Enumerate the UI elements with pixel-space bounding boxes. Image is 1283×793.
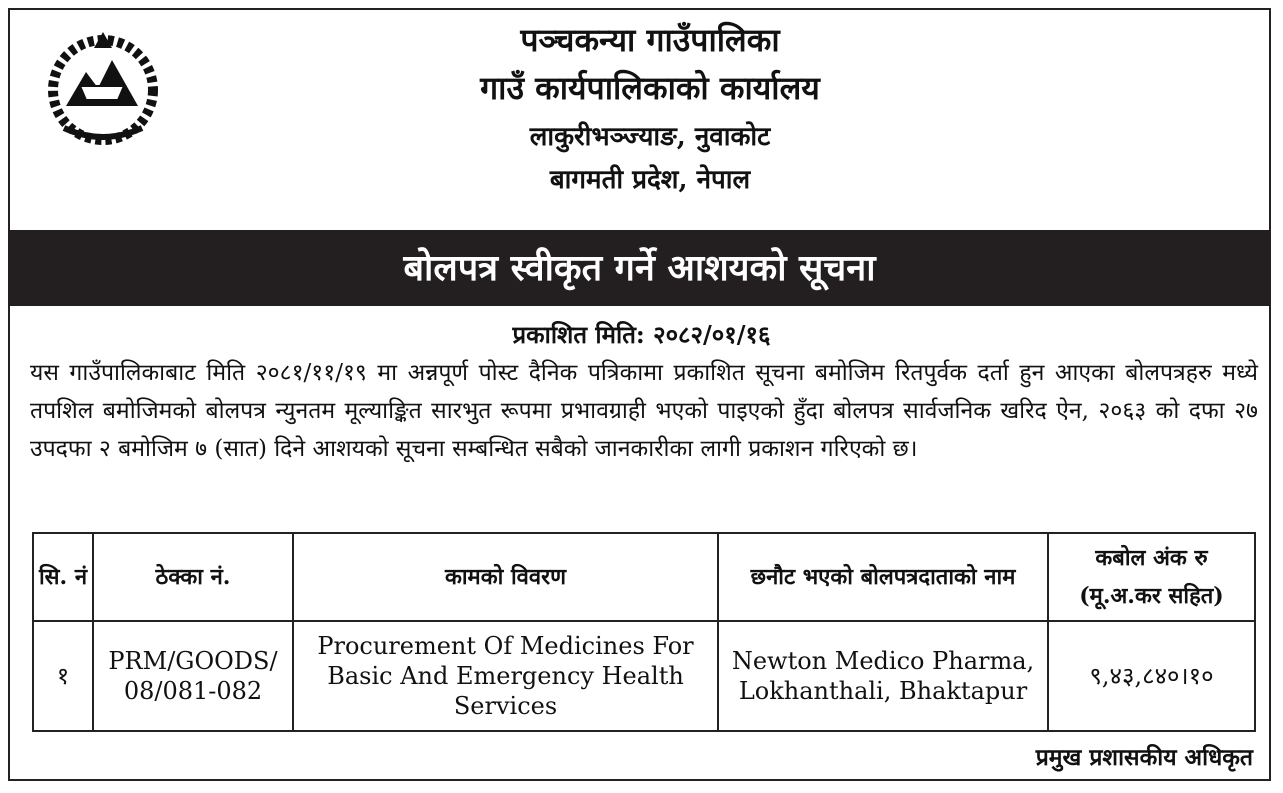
cell-contract-no: PRM/GOODS/ 08/081-082 — [93, 621, 293, 731]
header-contract-no: ठेक्का नं. — [93, 533, 293, 621]
municipality-name: पञ्चकन्या गाउँपालिका — [520, 21, 780, 59]
cell-work-description: Procurement Of Medicines For Basic And Emergency Health Services — [293, 621, 718, 731]
table-row — [33, 621, 1255, 731]
signatory-title: प्रमुख प्रशासकीय अधिकृत — [1035, 744, 1253, 771]
office-header — [200, 18, 1100, 200]
header-serial: सि. नं — [33, 533, 93, 621]
cell-bid-amount: ९,४३,८४०।१० — [1048, 621, 1255, 731]
header-bid-amount: कबोल अंक रु (मू.अ.कर सहित) — [1048, 533, 1255, 621]
cell-bidder-name: Newton Medico Pharma, Lokhanthali, Bhaktapur — [718, 621, 1048, 731]
bid-table — [32, 532, 1256, 732]
nepal-emblem-icon — [34, 28, 172, 146]
notice-body: यस गाउँपालिकाबाट मिति २०८१/११/१९ मा अन्नपूर्ण पोस्ट दैनिक पत्रिकामा प्रकाशित सूचना बमोजिम रितपुर्वक दर्ता हुन आएका बोलपत्रहरु मध्ये तपशिल बमोजिमको बोलपत्र न्युनतम मूल्याङ्कित सारभुत रूपमा प्रभावग्राही भएको पाइएको हुँदा बोलपत्र सार्वजनिक खरिद ऐन, २०६३ को दफा २७ उपदफा २ बमोजिम ७ (सात) दिने आशयको सूचना सम्बन्धित सबैको जानकारीका लागी प्रकाशन गरिएको छ। — [30, 360, 1258, 462]
office-address: लाकुरीभञ्ज्याङ, नुवाकोट — [529, 122, 771, 152]
office-name: गाउँ कार्यपालिकाको कार्यालय — [480, 69, 820, 107]
cell-serial: १ — [33, 621, 93, 731]
publish-date: प्रकाशित मिति: २०८२/०१/१६ — [512, 320, 771, 349]
header-work-description: कामको विवरण — [293, 533, 718, 621]
notice-title-banner: बोलपत्र स्वीकृत गर्ने आशयको सूचना — [8, 230, 1271, 306]
province-country: बागमती प्रदेश, नेपाल — [549, 165, 751, 195]
header-bidder-name: छनौट भएको बोलपत्रदाताको नाम — [718, 533, 1048, 621]
table-header-row — [33, 533, 1255, 621]
